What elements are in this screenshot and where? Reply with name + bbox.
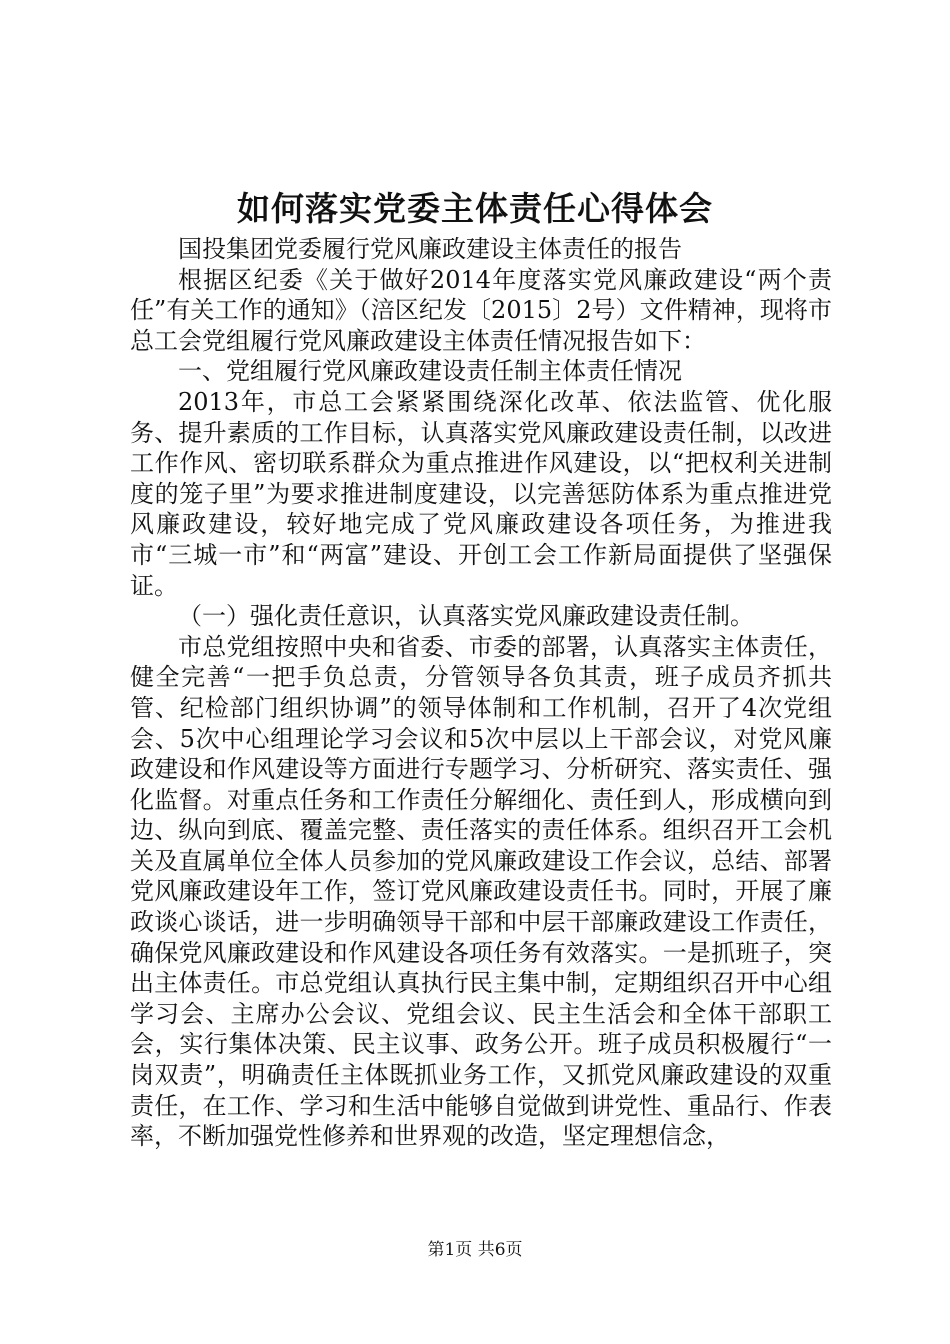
subsection-heading: （一）强化责任意识，认真落实党风廉政建设责任制。	[178, 602, 754, 631]
report-subtitle: 国投集团党委履行党风廉政建设主体责任的报告	[178, 235, 682, 263]
document-title: 如何落实党委主体责任心得体会	[237, 189, 713, 228]
overview-paragraph: 2013年，市总工会紧紧围绕深化改革、依法监管、优化服务、提升素质的工作目标，认真落实党风廉政建设责任制，以改进工作作风、密切联系群众为重点推进作风建设，以“把权利关进制度的笼子里”为要求推进制度建设，以完善惩防体系为重点推进党风廉政建设，较好地完成了党风廉政建设各项任务，为推进我市“三城一市”和“两富”建设、开创工会工作新局面提供了坚强保证。	[130, 387, 832, 600]
detail-paragraph: 市总党组按照中央和省委、市委的部署，认真落实主体责任，健全完善“一把手负总责，分管领导各负其责，班子成员齐抓共管、纪检部门组织协调”的领导体制和工作机制，召开了4次党组会、5次中心组理论学习会议和5次中层以上干部会议，对党风廉政建设和作风建设等方面进行专题学习、分析研究、落实责任、强化监督。对重点任务和工作责任分解细化、责任到人，形成横向到边、纵向到底、覆盖完整、责任落实的责任体系。组织召开工会机关及直属单位全体人员参加的党风廉政建设工作会议，总结、部署党风廉政建设年工作，签订党风廉政建设责任书。同时，开展了廉政谈心谈话，进一步明确领导干部和中层干部廉政建设工作责任，确保党风廉政建设和作风建设各项任务有效落实。一是抓班子，突出主体责任。市总党组认真执行民主集中制，定期组织召开中心组学习会、主席办公会议、党组会议、民主生活会和全体干部职工会，实行集体决策、民主议事、政务公开。班子成员积极履行“一岗双责”，明确责任主体既抓业务工作，又抓党风廉政建设的双重责任，在工作、学习和生活中能够自觉做到讲党性、重品行、作表率，不断加强党性修养和世界观的改造，坚定理想信念，	[130, 632, 832, 1151]
page-number: 第1页 共6页	[427, 1240, 523, 1260]
intro-paragraph: 根据区纪委《关于做好2014年度落实党风廉政建设“两个责任”有关工作的通知》（涪区纪发〔2015〕2号）文件精神，现将市总工会党组履行党风廉政建设主体责任情况报告如下：	[130, 265, 832, 355]
section-heading: 一、党组履行党风廉政建设责任制主体责任情况	[178, 357, 682, 386]
document-body	[130, 234, 832, 1152]
